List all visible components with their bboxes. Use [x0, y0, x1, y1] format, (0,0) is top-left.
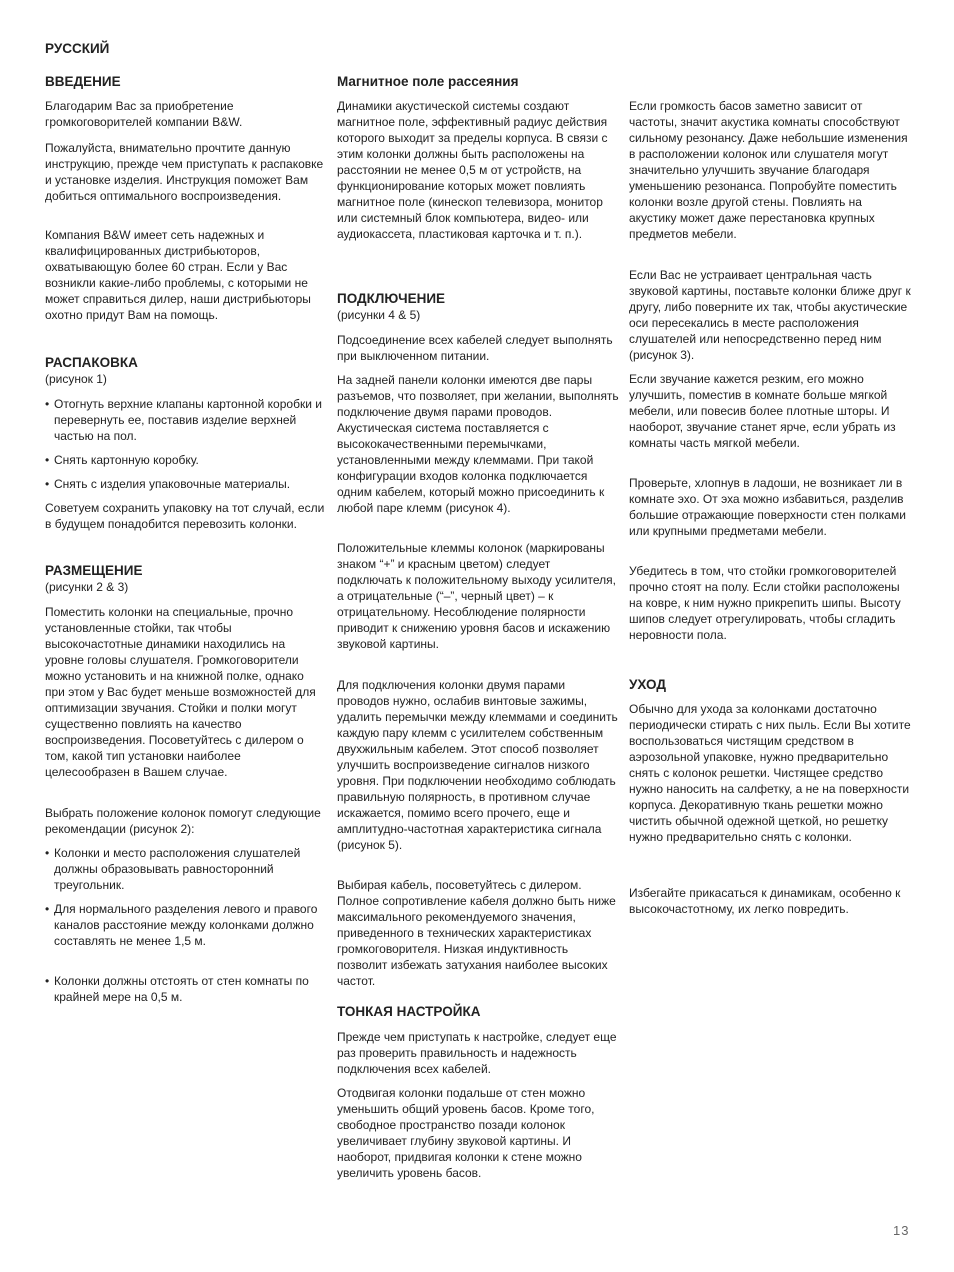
connection-paragraph-1: Подсоединение всех кабелей следует выполнять при выключенном питании. [337, 333, 613, 363]
placement-list [45, 845, 327, 893]
bullet-icon: • [45, 453, 50, 467]
care-paragraph-1: Обычно для ухода за колонками достаточно периодически стирать с них пыль. Если Вы хотите воспользоваться чистящим средством в аэрозольной упаковке, нужно предварительно снять с колонок решетки. Чистящее средство нужно наносить на салфетку, а не на поверхности корпуса. Декоративную ткань решетки можно чистить обычной одежной щеткой, но решетку нужно предварительно снять с колонки. [629, 702, 911, 844]
fine-tuning-paragraph-5: Если звучание кажется резким, его можно улучшить, поместив в комнате больше мягкой мебели, или повесив более плотные шторы. И наоборот, звучание станет ярче, если убрать из комнаты часть мягкой мебели. [629, 372, 896, 450]
list-item-text: Снять с изделия упаковочные материалы. [54, 477, 291, 491]
placement-paragraph-2: Выбрать положение колонок помогут следующие рекомендации (рисунок 2): [45, 806, 321, 836]
placement-paragraph-1: Поместить колонки на специальные, прочно установленные стойки, так чтобы высокочастотные динамики находились на уровне головы слушателя. Громкоговорители можно установить и на книжной полке, однако при этом у Вас будет меньше возможностей для оптимизации звучания. Стойки и полки могут существенно повлиять на качество воспроизведения. Посоветуйтесь с дилером о том, какой тип установки наиболее целесообразен в Вашем случае. [45, 605, 316, 779]
connection-paragraph-2: На задней панели колонки имеются две пары разъемов, что позволяет, при желании, выполнять подключение двумя парами проводов. Акустическая система поставляется с высококачественными перемычками, установленными между клеммами. При такой конфигурации входов колонка подключается одним кабелем, который можно присоединить к любой паре клемм (рисунок 4). [337, 373, 619, 515]
unpack-list [45, 476, 327, 492]
list-item [45, 396, 327, 444]
connection-title: ПОДКЛЮЧЕНИЕ [337, 291, 446, 306]
placement-list [45, 901, 327, 949]
bullet-icon: • [45, 846, 50, 860]
intro-title: ВВЕДЕНИЕ [45, 74, 121, 89]
fine-tuning-paragraph-1: Прежде чем приступать к настройке, следует еще раз проверить правильность и надежность подключения всех кабелей. [337, 1030, 617, 1076]
language-heading: РУССКИЙ [45, 41, 110, 56]
list-item-text: Снять картонную коробку. [54, 453, 199, 467]
list-item [45, 845, 327, 893]
page-number: 13 [893, 1223, 910, 1238]
fine-tuning-paragraph-7: Убедитесь в том, что стойки громкоговорителей прочно стоят на полу. Если стойки расположены на ковре, к ним нужно прикрепить шипы. Высоту шипов следует отрегулировать, чтобы сгладить неровности пола. [629, 564, 901, 642]
intro-paragraph-3: Компания B&W имеет сеть надежных и квалифицированных дистрибьюторов, охватывающую более 60 стран. Если у Вас возникли какие-либо проблемы, с которыми не может справиться дилер, наши дистрибьюторы охотно придут Вам на помощь. [45, 228, 311, 322]
list-item-text: Отогнуть верхние клапаны картонной коробки и перевернуть ее, поставив изделие верхней частью на пол. [54, 397, 322, 443]
fine-tuning-paragraph-6: Проверьте, хлопнув в ладоши, не возникает ли в комнате эхо. От эха можно избавиться, разделив большие отражающие поверхности стен полками или крупными предметами мебели. [629, 476, 906, 538]
list-item-text: Колонки и место расположения слушателей должны образовывать равносторонний треугольник. [54, 846, 301, 892]
list-item-text: Для нормального разделения левого и правого каналов расстояние между колонками должно составлять не менее 1,5 м. [54, 902, 318, 948]
intro-paragraph-2: Пожалуйста, внимательно прочтите данную инструкцию, прежде чем приступать к распаковке и установке изделия. Инструкция поможет Вам добиться оптимального воспроизведения. [45, 141, 324, 203]
intro-paragraph-1: Благодарим Вас за приобретение громкоговорителей компании B&W. [45, 99, 243, 129]
unpack-paragraph: Советуем сохранить упаковку на тот случай, если в будущем понадобится перевозить колонки. [45, 501, 325, 531]
care-paragraph-2: Избегайте прикасаться к динамикам, особенно к высокочастотному, их легко повредить. [629, 886, 901, 916]
list-item [45, 476, 327, 492]
bullet-icon: • [45, 477, 50, 491]
connection-paragraph-3: Положительные клеммы колонок (маркированы знаком “+” и красным цветом) следует подключать к положительному выходу усилителя, а отрицательные (“–”, черный цвет) – к отрицательному. Несоблюдение полярности приводит к снижению уровня басов и искажению звуковой картины. [337, 541, 616, 651]
list-item-text: Колонки должны отстоять от стен комнаты по крайней мере на 0,5 м. [54, 974, 309, 1004]
fine-tuning-paragraph-3: Если громкость басов заметно зависит от частоты, значит акустика комнаты способствуют сильному резонансу. Даже небольшие изменения в расположении колонок или слушателя могут значительно улучшить звучание благодаря уменьшению резонанса. Попробуйте поместить колонки возле другой стены. Повлиять на акустику может даже перестановка крупных предметов мебели. [629, 99, 908, 241]
placement-subtitle: (рисунки 2 & 3) [45, 580, 129, 594]
placement-title: РАЗМЕЩЕНИЕ [45, 563, 143, 578]
bullet-icon: • [45, 397, 50, 411]
unpack-list [45, 396, 327, 444]
bullet-icon: • [45, 902, 50, 916]
list-item [45, 452, 327, 468]
fine-tuning-paragraph-4: Если Вас не устраивает центральная часть звуковой картины, поставьте колонки ближе друг к другу, либо поверните их так, чтобы акустические оси пересекались в месте расположения слушателей или непосредственно перед ним (рисунок 3). [629, 268, 911, 362]
magnetic-field-title: Магнитное поле рассеяния [337, 74, 519, 89]
connection-paragraph-5: Выбирая кабель, посоветуйтесь с дилером. Полное сопротивление кабеля должно быть ниже максимального рекомендуемого значения, приведенного в технических характеристиках громкоговорителя. Низкая индуктивность позволит избежать затухания наиболее высоких частот. [337, 878, 616, 988]
fine-tuning-paragraph-2: Отодвигая колонки подальше от стен можно уменьшить общий уровень басов. Кроме того, свободное пространство позади колонок увеличивает глубину звуковой картины. И наоборот, придвигая колонки к стене можно увеличить уровень басов. [337, 1086, 595, 1180]
magnetic-field-paragraph: Динамики акустической системы создают магнитное поле, эффективный радиус действия которого выходит за пределы корпуса. В связи с этим колонки должны быть расположены на расстоянии не менее 0,5 м от устройств, на функционирование которых может повлиять магнитное поле (кинескоп телевизора, монитор или системный блок компьютера, видео- или аудиокассета, пластиковая карточка и т. п.). [337, 99, 608, 241]
unpack-list [45, 452, 327, 468]
placement-list [45, 973, 327, 1005]
care-title: УХОД [629, 677, 666, 692]
bullet-icon: • [45, 974, 50, 988]
connection-paragraph-4: Для подключения колонки двумя парами проводов нужно, ослабив винтовые зажимы, удалить перемычки между клеммами и соединить каждую пару клемм с усилителем собственным двухжильным кабелем. Этот способ позволяет улучшить воспроизведение сигналов низкого уровня. При подключении необходимо соблюдать правильную полярность, в противном случае искажается, помимо всего прочего, еще и амплитудно-частотная характеристика сигнала (рисунок 5). [337, 678, 618, 852]
fine-tuning-title: ТОНКАЯ НАСТРОЙКА [337, 1004, 481, 1019]
list-item [45, 901, 327, 949]
list-item [45, 973, 327, 1005]
unpack-subtitle: (рисунок 1) [45, 372, 107, 386]
unpack-title: РАСПАКОВКА [45, 355, 138, 370]
connection-subtitle: (рисунки 4 & 5) [337, 308, 421, 322]
